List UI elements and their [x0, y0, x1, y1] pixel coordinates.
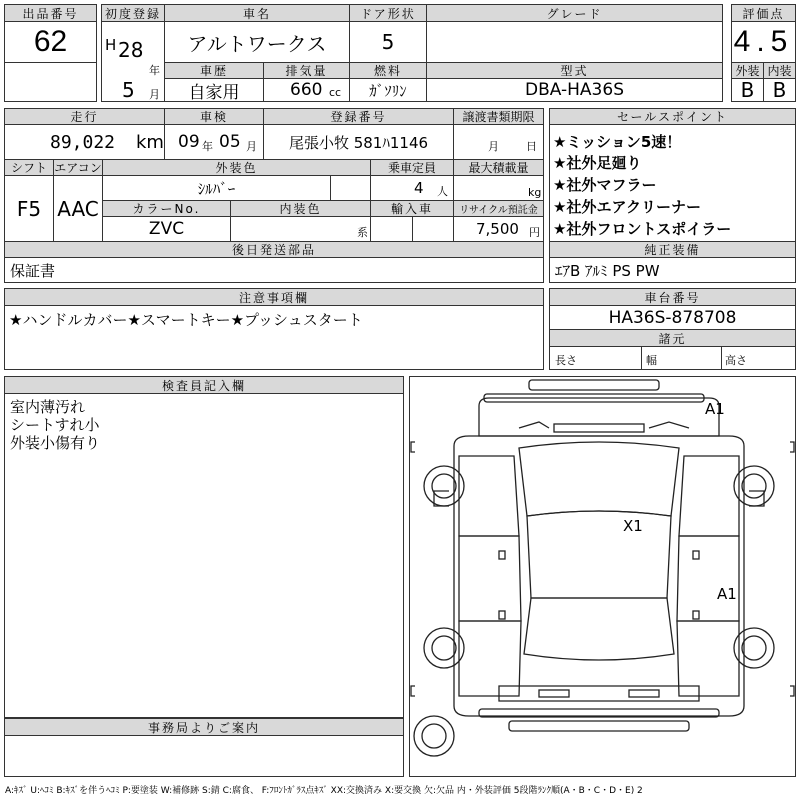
exterior-grade: B: [740, 78, 755, 102]
inspector-line: シートすれ小: [10, 416, 100, 434]
grade-header: グレード: [426, 4, 723, 22]
height-label: 高さ: [725, 354, 747, 367]
mileage-header: 走行: [4, 108, 165, 125]
score-header: 評価点: [731, 4, 796, 22]
notes-header: 注意事項欄: [4, 288, 544, 306]
model-header: 型式: [426, 62, 723, 79]
later-parts-header: 後日発送部品: [4, 241, 544, 258]
year-unit: 年: [149, 64, 160, 77]
registration-number-header: 登録番号: [263, 108, 454, 125]
displacement-header: 排気量: [263, 62, 350, 79]
office-header: 事務局よりご案内: [4, 718, 404, 736]
equipment-header: 純正装備: [549, 241, 796, 258]
month-unit: 月: [149, 88, 160, 101]
sales-point: ★社外エアクリーナー: [553, 198, 701, 216]
inspector-line: 外装小傷有り: [10, 434, 101, 452]
transfer-deadline-header: 譲渡書類期限: [453, 108, 544, 125]
max-load-header: 最大積載量: [453, 159, 544, 176]
inspector-header: 検査員記入欄: [4, 376, 404, 394]
lot-number: 62: [33, 25, 68, 58]
chassis-number: HA36S-878708: [608, 307, 737, 328]
transfer-day-unit: 日: [526, 140, 537, 153]
inspector-line: 室内薄汚れ: [10, 398, 86, 416]
equipment: ｴｱB ｱﾙﾐ PS PW: [555, 261, 660, 280]
lot-blank-cell: [4, 62, 97, 102]
mileage: 89,022: [50, 131, 116, 153]
fuel-header: 燃料: [349, 62, 427, 79]
interior-header: 内装: [763, 62, 796, 79]
exterior-color-header: 外装色: [102, 159, 371, 176]
inspection-year-unit: 年: [202, 140, 213, 153]
import-cell-a: [370, 216, 413, 242]
sales-point: ★ミッション5速！: [553, 133, 682, 151]
notes: ★ハンドルカバー★スマートキー★プッシュスタート: [9, 311, 363, 329]
door-type: 5: [381, 30, 395, 54]
shift: F5: [16, 196, 42, 221]
interior-color-header: 内装色: [230, 200, 371, 217]
interior-grade: B: [772, 78, 787, 102]
max-load-unit: kg: [528, 185, 542, 199]
car-diagram: [409, 376, 796, 777]
office-cell: [4, 735, 404, 777]
displacement-unit: cc: [329, 85, 342, 99]
inspection-month-unit: 月: [246, 140, 257, 153]
later-parts-cell: [4, 257, 544, 283]
color-number: ZVC: [148, 219, 185, 239]
aircon: AAC: [57, 196, 99, 221]
era: H: [105, 36, 117, 54]
displacement: 660: [290, 80, 323, 100]
sales-point: ★社外フロントスポイラー: [553, 220, 732, 238]
length-label: 長さ: [555, 354, 577, 367]
damage-mark: X1: [623, 517, 643, 535]
sales-point: ★社外マフラー: [553, 176, 657, 194]
legend: A:ｷｽﾞ U:ﾍｺﾐ B:ｷｽﾞを伴うﾍｺﾐ P:要塗装 W:補修跡 S:錆 C:腐食、 F:ﾌﾛﾝﾄｶﾞﾗｽ点ｷｽﾞ XX:交換済み X:要交換 欠:欠品 内・外装評価 5段階ﾗﾝｸ順(A・B・C・D・E) 2: [5, 785, 643, 796]
aircon-header: エアコン: [54, 161, 102, 175]
recycle-unit: 円: [529, 226, 540, 239]
width-label: 幅: [646, 354, 657, 367]
interior-color-unit: 系: [357, 226, 368, 239]
damage-mark: A1: [717, 585, 737, 603]
capacity-header: 乗車定員: [370, 159, 454, 176]
registration-month: 5: [122, 78, 135, 102]
history: 自家用: [188, 82, 240, 102]
chassis-header: 車台番号: [549, 288, 796, 306]
color-number-header: カラーNo.: [102, 200, 231, 217]
registration-number: 尾張小牧 581ﾊ1146: [288, 133, 429, 152]
damage-mark: A1: [705, 400, 725, 418]
history-header: 車歴: [164, 62, 264, 79]
inspection-header: 車検: [164, 108, 264, 125]
car-name: アルトワークス: [187, 31, 327, 56]
registration-year: 28: [118, 38, 144, 62]
later-parts: 保証書: [10, 261, 56, 280]
spec-header: 諸元: [549, 329, 796, 347]
capacity-unit: 人: [437, 185, 448, 198]
sales-points-header: セールスポイント: [549, 108, 796, 125]
grade: [426, 21, 723, 63]
capacity: 4: [414, 179, 424, 197]
fuel: ｶﾞｿﾘﾝ: [369, 81, 407, 100]
inspection-year: 09: [178, 132, 200, 152]
transfer-month-unit: 月: [488, 140, 499, 153]
exterior-header: 外装: [731, 62, 764, 79]
recycle-header: リサイクル預託金: [453, 200, 544, 217]
interior-color-cell: [230, 216, 371, 242]
shift-header: シフト: [4, 159, 54, 176]
exterior-color: ｼﾙﾊﾞｰ: [197, 179, 236, 198]
mileage-unit: km: [136, 131, 164, 153]
door-header: ドア形状: [349, 4, 427, 22]
inspection-month: 05: [219, 132, 241, 152]
import-cell-b: [412, 216, 454, 242]
model-code: DBA-HA36S: [525, 80, 624, 100]
exterior-color-extra-cell: [330, 175, 371, 201]
first-registration-header: 初度登録: [101, 4, 165, 22]
sales-point: ★社外足廻り: [553, 154, 642, 172]
recycle-fee: 7,500: [476, 220, 519, 238]
evaluation-score: 4.5: [733, 25, 794, 58]
lot-number-header: 出品番号: [4, 4, 97, 22]
import-header: 輸入車: [370, 200, 454, 217]
car-name-header: 車名: [164, 4, 350, 22]
